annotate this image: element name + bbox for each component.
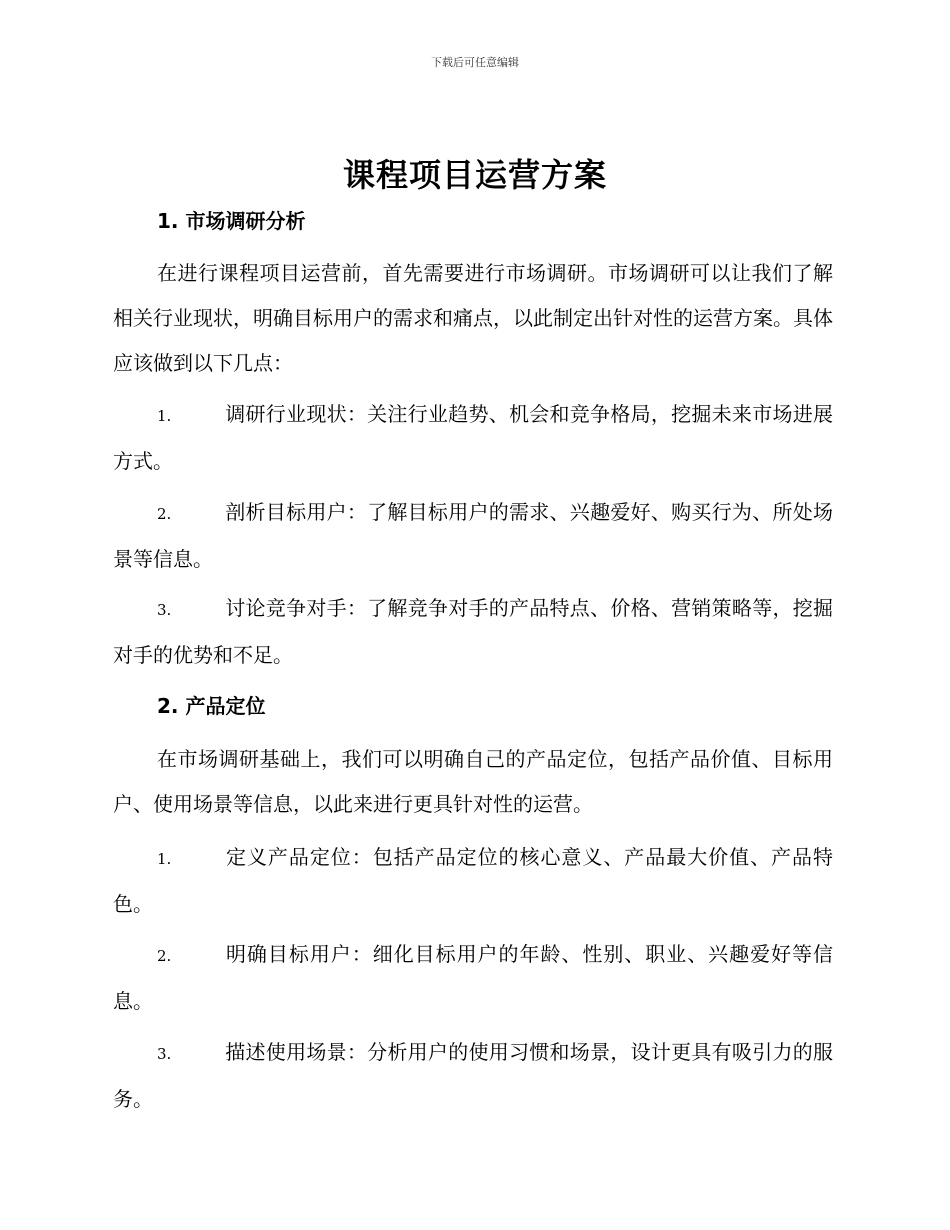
list-item-number: 3.	[157, 601, 172, 619]
list-item-text: 定义产品定位：包括产品定位的核心意义、产品最大价值、产品特色。	[113, 845, 833, 916]
document-title: 课程项目运营方案	[342, 156, 607, 194]
list-item-text: 讨论竞争对手：了解竞争对手的产品特点、价格、营销策略等，挖掘对手的优势和不足。	[113, 596, 833, 667]
list-item	[113, 392, 833, 484]
section-intro-market-research: 在进行课程项目运营前，首先需要进行市场调研。市场调研可以让我们了解相关行业现状，明确目标用户的需求和痛点，以此制定出针对性的运营方案。具体应该做到以下几点：	[113, 261, 833, 375]
list-item-number: 1.	[157, 850, 172, 868]
section-intro-product-positioning: 在市场调研基础上，我们可以明确自己的产品定位，包括产品价值、目标用户、使用场景等信息，以此来进行更具针对性的运营。	[113, 747, 833, 816]
list-item	[113, 835, 833, 927]
list-item-number: 2.	[157, 505, 172, 523]
list-item-text: 调研行业现状：关注行业趋势、机会和竞争格局，挖掘未来市场进展方式。	[113, 402, 833, 473]
list-item-number: 1.	[157, 407, 172, 425]
section-heading-product-positioning: 2. 产品定位	[157, 694, 266, 718]
header-note: 下载后可任意编辑	[431, 56, 519, 69]
list-item	[113, 1030, 833, 1122]
list-item-text: 剖析目标用户：了解目标用户的需求、兴趣爱好、购买行为、所处场景等信息。	[113, 500, 833, 571]
section-heading-market-research: 1. 市场调研分析	[157, 209, 306, 233]
list-item-text: 明确目标用户：细化目标用户的年龄、性别、职业、兴趣爱好等信息。	[113, 942, 833, 1013]
list-item	[113, 932, 833, 1024]
list-item-number: 2.	[157, 947, 172, 965]
list-item	[113, 490, 833, 582]
list-item-text: 描述使用场景：分析用户的使用习惯和场景，设计更具有吸引力的服务。	[113, 1040, 833, 1111]
list-item	[113, 586, 833, 678]
list-item-number: 3.	[157, 1045, 172, 1063]
